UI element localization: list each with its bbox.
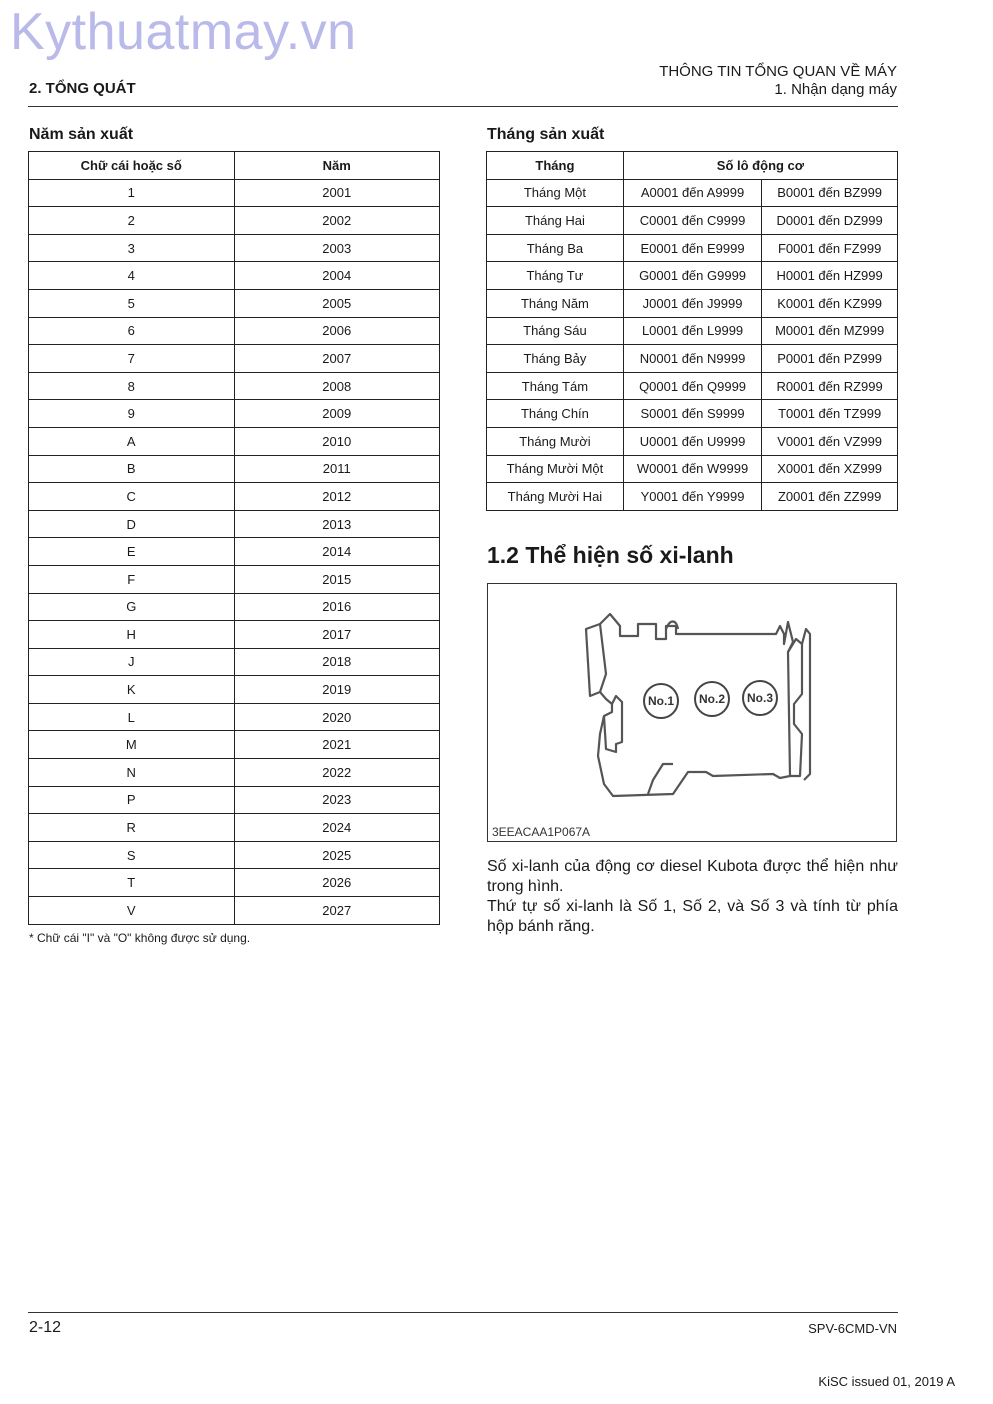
month-name-cell: Tháng Tám [487,372,624,400]
lot-range-cell: J0001 đến J9999 [623,289,761,317]
year-table-header-year: Năm [234,152,440,180]
year-code-cell: 1 [29,179,235,207]
year-value-cell: 2003 [234,234,440,262]
lot-range-cell: Y0001 đến Y9999 [623,483,761,511]
table-row [29,262,440,290]
month-name-cell: Tháng Tư [487,262,624,290]
year-code-cell: C [29,483,235,511]
lot-range-cell: V0001 đến VZ999 [762,427,898,455]
year-table-footnote: * Chữ cái "I" và "O" không được sử dụng. [29,931,251,945]
table-row [29,731,440,759]
table-row [487,483,898,511]
year-value-cell: 2006 [234,317,440,345]
table-row [487,207,898,235]
lot-range-cell: K0001 đến KZ999 [762,289,898,317]
year-code-cell: J [29,648,235,676]
table-row [29,372,440,400]
year-table-title: Năm sản xuất [29,126,134,143]
year-value-cell: 2014 [234,538,440,566]
table-row [487,234,898,262]
year-value-cell: 2010 [234,427,440,455]
table-row [29,786,440,814]
table-row [29,317,440,345]
header-chapter-title: THÔNG TIN TỔNG QUAN VỀ MÁY [659,63,897,80]
table-row [29,207,440,235]
year-code-cell: T [29,869,235,897]
lot-range-cell: R0001 đến RZ999 [762,372,898,400]
table-row [29,455,440,483]
year-value-cell: 2023 [234,786,440,814]
cylinder-paragraph-1: Số xi-lanh của động cơ diesel Kubota được thể hiện như trong hình. [487,858,898,895]
month-name-cell: Tháng Chín [487,400,624,428]
table-row [487,427,898,455]
lot-range-cell: T0001 đến TZ999 [762,400,898,428]
cylinder-description [487,857,898,937]
lot-range-cell: N0001 đến N9999 [623,345,761,373]
year-code-cell: 9 [29,400,235,428]
year-code-cell: M [29,731,235,759]
month-name-cell: Tháng Một [487,179,624,207]
year-value-cell: 2009 [234,400,440,428]
year-value-cell: 2008 [234,372,440,400]
footer-divider [28,1312,898,1313]
lot-range-cell: U0001 đến U9999 [623,427,761,455]
table-row [487,289,898,317]
lot-range-cell: Z0001 đến ZZ999 [762,483,898,511]
month-name-cell: Tháng Bảy [487,345,624,373]
month-name-cell: Tháng Mười [487,427,624,455]
year-value-cell: 2016 [234,593,440,621]
year-code-cell: P [29,786,235,814]
lot-range-cell: C0001 đến C9999 [623,207,761,235]
table-row [487,372,898,400]
year-table-header-letter: Chữ cái hoặc số [29,152,235,180]
year-value-cell: 2007 [234,345,440,373]
header-chapter-subtitle: 1. Nhận dạng máy [774,81,897,98]
year-value-cell: 2026 [234,869,440,897]
watermark: Kythuatmay.vn [10,3,357,61]
lot-range-cell: D0001 đến DZ999 [762,207,898,235]
table-row [29,648,440,676]
table-row [29,234,440,262]
table-row [487,317,898,345]
year-value-cell: 2021 [234,731,440,759]
year-code-cell: N [29,759,235,787]
month-table-title: Tháng sản xuất [487,126,605,143]
year-code-cell: D [29,510,235,538]
year-value-cell: 2011 [234,455,440,483]
lot-range-cell: G0001 đến G9999 [623,262,761,290]
month-table [486,151,898,511]
year-code-cell: B [29,455,235,483]
year-code-cell: 2 [29,207,235,235]
year-code-cell: S [29,841,235,869]
year-value-cell: 2025 [234,841,440,869]
year-code-cell: H [29,621,235,649]
table-row [29,676,440,704]
month-name-cell: Tháng Mười Một [487,455,624,483]
year-value-cell: 2018 [234,648,440,676]
table-row [29,289,440,317]
month-name-cell: Tháng Sáu [487,317,624,345]
table-row [29,759,440,787]
table-row [29,869,440,897]
month-name-cell: Tháng Mười Hai [487,483,624,511]
table-row [487,400,898,428]
lot-range-cell: H0001 đến HZ999 [762,262,898,290]
year-code-cell: V [29,897,235,925]
table-row [29,897,440,925]
month-table-header-row [487,152,898,180]
year-table [28,151,440,925]
year-value-cell: 2001 [234,179,440,207]
table-row [29,483,440,511]
issue-info: KiSC issued 01, 2019 A [818,1374,955,1389]
table-row [487,262,898,290]
page-number: 2-12 [29,1319,62,1336]
table-row [29,814,440,842]
lot-range-cell: A0001 đến A9999 [623,179,761,207]
table-row [29,703,440,731]
year-code-cell: 4 [29,262,235,290]
year-code-cell: 5 [29,289,235,317]
lot-range-cell: P0001 đến PZ999 [762,345,898,373]
cylinder-1-label: No.1 [647,694,675,708]
year-code-cell: G [29,593,235,621]
table-row [29,841,440,869]
table-row [487,179,898,207]
year-value-cell: 2020 [234,703,440,731]
year-value-cell: 2019 [234,676,440,704]
table-row [29,565,440,593]
year-code-cell: 7 [29,345,235,373]
year-value-cell: 2004 [234,262,440,290]
month-name-cell: Tháng Hai [487,207,624,235]
lot-range-cell: X0001 đến XZ999 [762,455,898,483]
year-code-cell: R [29,814,235,842]
year-code-cell: F [29,565,235,593]
year-value-cell: 2015 [234,565,440,593]
year-code-cell: 6 [29,317,235,345]
year-value-cell: 2002 [234,207,440,235]
lot-range-cell: Q0001 đến Q9999 [623,372,761,400]
year-value-cell: 2027 [234,897,440,925]
month-name-cell: Tháng Ba [487,234,624,262]
lot-range-cell: W0001 đến W9999 [623,455,761,483]
year-value-cell: 2024 [234,814,440,842]
year-code-cell: A [29,427,235,455]
lot-range-cell: S0001 đến S9999 [623,400,761,428]
table-row [29,345,440,373]
table-row [487,455,898,483]
year-value-cell: 2012 [234,483,440,511]
table-row [487,345,898,373]
lot-range-cell: M0001 đến MZ999 [762,317,898,345]
month-name-cell: Tháng Năm [487,289,624,317]
table-row [29,427,440,455]
lot-range-cell: F0001 đến FZ999 [762,234,898,262]
year-code-cell: K [29,676,235,704]
year-value-cell: 2013 [234,510,440,538]
document-code: SPV-6CMD-VN [808,1321,897,1336]
year-code-cell: 8 [29,372,235,400]
month-table-header-month: Tháng [487,152,624,180]
year-code-cell: 3 [29,234,235,262]
year-value-cell: 2022 [234,759,440,787]
cylinder-2-label: No.2 [698,692,726,706]
year-code-cell: L [29,703,235,731]
header-divider [28,106,898,107]
table-row [29,179,440,207]
cylinder-section-heading: 1.2 Thể hiện số xi-lanh [487,542,734,568]
header-section-title: 2. TỔNG QUÁT [29,80,136,97]
lot-range-cell: B0001 đến BZ999 [762,179,898,207]
engine-outline-drawing [488,584,896,841]
table-row [29,538,440,566]
table-row [29,621,440,649]
table-row [29,510,440,538]
year-code-cell: E [29,538,235,566]
engine-cylinder-figure [487,583,897,842]
lot-range-cell: E0001 đến E9999 [623,234,761,262]
year-value-cell: 2017 [234,621,440,649]
table-row [29,400,440,428]
table-row [29,593,440,621]
month-table-header-lot: Số lô động cơ [623,152,897,180]
lot-range-cell: L0001 đến L9999 [623,317,761,345]
figure-caption: 3EEACAA1P067A [492,825,591,839]
cylinder-3-label: No.3 [746,691,774,705]
year-table-header-row [29,152,440,180]
year-value-cell: 2005 [234,289,440,317]
cylinder-paragraph-2: Thứ tự số xi-lanh là Số 1, Số 2, và Số 3 và tính từ phía hộp bánh răng. [487,898,898,935]
